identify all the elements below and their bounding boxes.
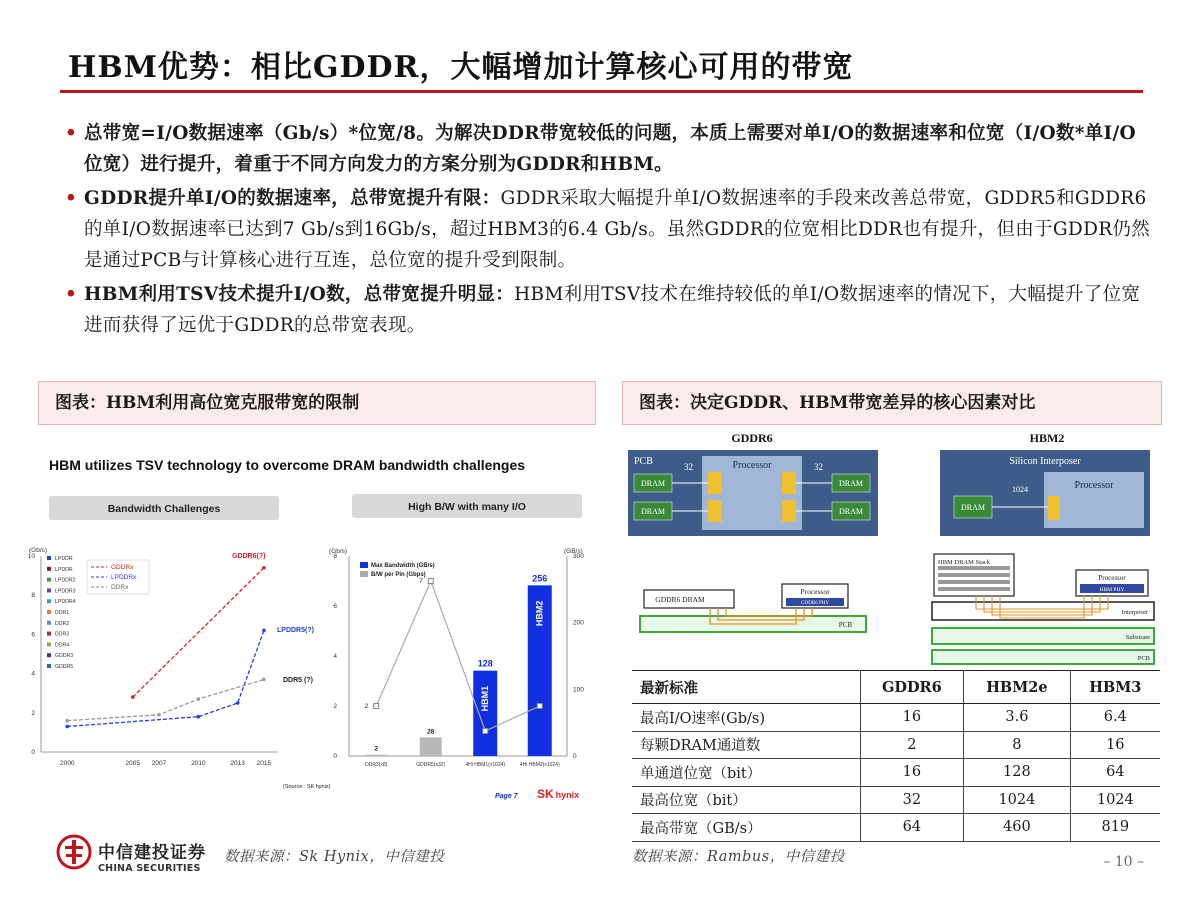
dram-label: DRAM bbox=[640, 479, 666, 488]
gddr6-dram-label: GDDR6 DRAM bbox=[655, 595, 705, 604]
bar-y-tick-right: 200 bbox=[573, 619, 584, 627]
line-y-tick: 10 bbox=[27, 553, 35, 560]
processor-label: Processor bbox=[732, 460, 772, 471]
hbm2-phy bbox=[1048, 496, 1060, 520]
bw-per-pin-point bbox=[537, 704, 542, 709]
table-header-cell: GDDR6 bbox=[860, 671, 964, 704]
series-line-gddrx bbox=[133, 568, 264, 697]
series-point bbox=[262, 629, 266, 633]
bullet-dot-icon: • bbox=[65, 123, 78, 144]
bullet-item bbox=[64, 183, 1154, 276]
table-cell: 128 bbox=[964, 759, 1070, 787]
logo-cn: 中信建投证券 bbox=[98, 843, 206, 863]
table-cell: 1024 bbox=[1070, 786, 1160, 814]
bw-per-pin-point bbox=[428, 579, 433, 584]
gddr6-proc-label: Processor bbox=[800, 587, 830, 596]
bullet-item bbox=[64, 118, 1154, 180]
legend-marker-icon bbox=[47, 556, 51, 560]
line-x-tick: 2010 bbox=[191, 760, 206, 767]
bus-width-right: 32 bbox=[814, 462, 823, 472]
hbm2-dram-label: DRAM bbox=[960, 503, 986, 512]
legend-item-label: DDR1 bbox=[55, 610, 70, 616]
hynix-brand: hynix bbox=[555, 790, 580, 800]
table-row bbox=[632, 759, 1160, 787]
table-cell: 最高位宽（bit） bbox=[632, 786, 860, 814]
hbm-bandwidth-slide bbox=[27, 432, 597, 802]
bar-value-label: 256 bbox=[532, 573, 548, 584]
legend-lpddrx-label: LPDDRx bbox=[111, 574, 137, 581]
table-cell: 6.4 bbox=[1070, 704, 1160, 732]
bullet-list bbox=[64, 118, 1154, 344]
right-source: 数据来源：Rambus，中信建投 bbox=[632, 849, 845, 865]
bw-per-pin-point bbox=[483, 729, 488, 734]
table-cell: 16 bbox=[860, 704, 964, 732]
hbm2-processor-label: Processor bbox=[1074, 480, 1114, 491]
table-cell: 460 bbox=[964, 814, 1070, 842]
table-header-row bbox=[632, 671, 1160, 704]
legend-marker-icon bbox=[47, 599, 51, 603]
title-divider bbox=[60, 90, 1143, 93]
table-cell: 16 bbox=[1070, 731, 1160, 759]
legend-ddrx-label: DDRx bbox=[111, 584, 129, 591]
hbm-pcb-label: PCB bbox=[1137, 655, 1150, 662]
bullet-bold: 总带宽=I/O数据速率（Gb/s）*位宽/8。为解决DDR带宽较低的问题，本质上需要对单I/O的数据速率和位宽（I/O数*单I/O位宽）进行提升，着重于不同方向发力的方案分别为GDDR和HBM。 bbox=[84, 123, 1136, 175]
annot-ddr5: DDR5 (?) bbox=[283, 677, 313, 684]
legend-marker-icon bbox=[47, 621, 51, 625]
slide-page-label: Page 7 bbox=[495, 793, 518, 800]
table-row bbox=[632, 786, 1160, 814]
bar-inner-label: HBM2 bbox=[534, 600, 545, 627]
slide-source-note: (Source : SK hynix) bbox=[283, 784, 331, 790]
table-cell: 2 bbox=[860, 731, 964, 759]
bw-per-pin-label: 2 bbox=[364, 703, 369, 710]
bar-y-unit-right: (GB/s) bbox=[564, 548, 583, 555]
legend-item-label: DDR2 bbox=[55, 620, 70, 627]
bullet-dot-icon: • bbox=[65, 284, 78, 305]
hbm-proc-label: Processor bbox=[1098, 574, 1126, 582]
bar-value-label: 28 bbox=[427, 728, 435, 736]
line-x-tick: 2000 bbox=[59, 760, 75, 767]
series-point bbox=[262, 678, 266, 682]
legend-item-label: LPDDR bbox=[55, 556, 73, 562]
gddr6-title: GDDR6 bbox=[731, 431, 773, 445]
gddr6-phy-label: GDDR6 PHY bbox=[801, 601, 829, 606]
legend-marker-icon bbox=[47, 588, 51, 592]
bar-4hihbm1x1024 bbox=[473, 671, 497, 756]
company-logo bbox=[98, 838, 206, 874]
bullet-dot-icon: • bbox=[65, 188, 78, 209]
legend-item-label: LPDDR4 bbox=[55, 599, 76, 606]
legend-marker-icon bbox=[47, 578, 51, 582]
table-cell: 最高带宽（GB/s） bbox=[632, 814, 860, 842]
line-y-unit: (Gb/s) bbox=[29, 547, 48, 554]
table-cell: 64 bbox=[860, 814, 964, 842]
bar-inner-label: HBM1 bbox=[480, 685, 491, 712]
page-title: HBM优势：相比GDDR，大幅增加计算核心可用的带宽 bbox=[68, 50, 854, 85]
sub-left-label: Bandwidth Challenges bbox=[107, 503, 221, 515]
legend-item-label: GDDR5 bbox=[55, 664, 74, 670]
bar-category-label: 4Hi HBM1(x1024) bbox=[465, 762, 506, 768]
series-point bbox=[65, 725, 69, 729]
bar-y-tick-right: 0 bbox=[573, 753, 577, 760]
table-header-cell: 最新标准 bbox=[632, 671, 860, 704]
table-row bbox=[632, 731, 1160, 759]
bus-width-left: 32 bbox=[684, 462, 693, 472]
table-cell: 最高I/O速率(Gb/s) bbox=[632, 704, 860, 732]
table-header-cell: HBM3 bbox=[1070, 671, 1160, 704]
legend-item-label: DDR4 bbox=[55, 642, 70, 649]
bullet-text: HBM利用TSV技术在维持较低的单I/O数据速率的情况下，大幅提升了位宽进而获得了远优于GDDR的总带宽表现。 bbox=[84, 284, 1141, 336]
legend-max-bw-label: Max Bandwidth (GB/s) bbox=[371, 563, 435, 569]
bar-category-label: DDR3(x8) bbox=[365, 762, 388, 768]
bus-width-1024: 1024 bbox=[1012, 485, 1028, 494]
left-source: 数据来源：Sk Hynix，中信建投 bbox=[224, 849, 445, 865]
line-x-tick: 2005 bbox=[125, 760, 141, 767]
bar-value-label: 128 bbox=[477, 658, 493, 669]
hbm-substrate-layer bbox=[932, 628, 1154, 644]
slide-title: HBM utilizes TSV technology to overcome DRAM bandwidth challenges bbox=[49, 457, 526, 473]
table-row bbox=[632, 814, 1160, 842]
bullet-item bbox=[64, 279, 1154, 341]
table-header-cell: HBM2e bbox=[964, 671, 1070, 704]
bar-y-tick-left: 0 bbox=[333, 753, 337, 760]
gddr-hbm-diagram bbox=[620, 430, 1165, 670]
bar-y-tick-right: 300 bbox=[573, 553, 584, 560]
bullet-text: GDDR采取大幅提升单I/O数据速率的手段来改善总带宽，GDDR5和GDDR6的单I/O数据速率已达到7 Gb/s到16Gb/s，超过HBM3的6.4 Gb/s。虽然GDDR的位宽相比DDR也有提升，但由于GDDR仍然是通过PCB与计算核心进行互连，总位宽的提升受到限制。 bbox=[84, 188, 1151, 271]
bar-category-label: GDDR5(x32) bbox=[416, 762, 446, 768]
silicon-interposer-label: Silicon Interposer bbox=[1009, 456, 1081, 467]
china-securities-logo-icon bbox=[56, 834, 92, 870]
line-y-tick: 6 bbox=[31, 631, 35, 639]
series-point bbox=[197, 697, 201, 701]
right-panel-header: 图表：决定GDDR、HBM带宽差异的核心因素对比 bbox=[622, 381, 1162, 425]
legend-marker-icon bbox=[47, 664, 51, 668]
table-cell: 32 bbox=[860, 786, 964, 814]
line-y-tick: 2 bbox=[31, 709, 35, 717]
table-cell: 64 bbox=[1070, 759, 1160, 787]
hbm-phy-label: HBM PHY bbox=[1099, 587, 1125, 593]
series-point bbox=[236, 701, 240, 705]
legend-item-label: LPDDR2 bbox=[55, 577, 76, 584]
left-panel-header: 图表：HBM利用高位宽克服带宽的限制 bbox=[38, 381, 596, 425]
bar-category-label: 4Hi HBM2(x1024) bbox=[519, 762, 560, 768]
legend-bw-pin-swatch bbox=[360, 571, 368, 577]
logo-en: CHINA SECURITIES bbox=[98, 863, 201, 874]
annot-lpddr5: LPDDR5(?) bbox=[277, 627, 314, 634]
bar-y-tick-left: 8 bbox=[333, 553, 337, 560]
table-cell: 3.6 bbox=[964, 704, 1070, 732]
bw-per-pin-label: 7 bbox=[419, 578, 423, 585]
interposer-label: Interposer bbox=[1121, 609, 1148, 616]
bar-y-tick-left: 4 bbox=[333, 653, 337, 660]
table-cell: 819 bbox=[1070, 814, 1160, 842]
legend-gddrx-label: GDDRx bbox=[111, 564, 134, 571]
bar-value-label: 2 bbox=[374, 745, 379, 753]
legend-marker-icon bbox=[47, 610, 51, 614]
series-point bbox=[262, 566, 266, 570]
pcb-label: PCB bbox=[634, 456, 653, 467]
legend-item-label: LPDDR bbox=[55, 566, 73, 573]
table-cell: 每颗DRAM通道数 bbox=[632, 731, 860, 759]
table-row bbox=[632, 704, 1160, 732]
substrate-label: Substrate bbox=[1125, 634, 1150, 641]
bar-gddr5x32 bbox=[420, 737, 442, 756]
dram-label: DRAM bbox=[838, 507, 864, 516]
comparison-table bbox=[632, 670, 1160, 842]
table-cell: 单通道位宽（bit） bbox=[632, 759, 860, 787]
bullet-bold: HBM利用TSV技术提升I/O数，总带宽提升明显： bbox=[84, 284, 515, 305]
line-x-tick: 2013 bbox=[230, 760, 245, 767]
series-point bbox=[197, 715, 201, 719]
page-number: – 10 – bbox=[1103, 854, 1144, 870]
series-point bbox=[65, 719, 69, 723]
dram-label: DRAM bbox=[838, 479, 864, 488]
line-x-tick: 2007 bbox=[151, 760, 167, 767]
sk-brand: SK bbox=[537, 787, 554, 801]
hbm2-title: HBM2 bbox=[1029, 431, 1065, 445]
legend-bw-pin-label: B/W per Pin (Gbps) bbox=[371, 572, 426, 578]
table-cell: 1024 bbox=[964, 786, 1070, 814]
legend-marker-icon bbox=[47, 653, 51, 657]
series-line-ddrx bbox=[67, 680, 264, 721]
legend-marker-icon bbox=[47, 642, 51, 646]
hbm-stack-label: HBM DRAM Stack bbox=[938, 559, 991, 566]
bar-ddr3x8 bbox=[365, 755, 387, 756]
hbm-pcb-layer bbox=[932, 650, 1154, 664]
legend-item-label: LPDDR3 bbox=[55, 588, 76, 595]
bullet-bold: GDDR提升单I/O的数据速率，总带宽提升有限： bbox=[84, 188, 501, 209]
bw-per-pin-point bbox=[374, 704, 379, 709]
sub-right-label: High B/W with many I/O bbox=[408, 501, 526, 513]
line-y-tick: 0 bbox=[31, 749, 35, 756]
legend-max-bw-swatch bbox=[360, 562, 368, 568]
sk-hynix-logo bbox=[537, 787, 579, 801]
legend-marker-icon bbox=[47, 632, 51, 636]
bar-y-unit-left: (Gb/s) bbox=[329, 548, 348, 555]
legend-marker-icon bbox=[47, 567, 51, 571]
series-point bbox=[131, 695, 135, 699]
series-point bbox=[157, 713, 161, 717]
bw-per-pin-line bbox=[376, 581, 540, 731]
bar-y-tick-left: 2 bbox=[333, 703, 337, 710]
bar-y-tick-left: 6 bbox=[333, 603, 337, 610]
table-cell: 8 bbox=[964, 731, 1070, 759]
line-chart-axes bbox=[41, 556, 277, 752]
dram-label: DRAM bbox=[640, 507, 666, 516]
line-y-tick: 8 bbox=[31, 592, 35, 600]
legend-item-label: DDR3 bbox=[55, 631, 70, 638]
line-x-tick: 2015 bbox=[256, 760, 272, 767]
annot-gddr6: GDDR6(?) bbox=[232, 553, 266, 560]
line-y-tick: 4 bbox=[31, 670, 35, 678]
bar-y-tick-right: 100 bbox=[573, 686, 584, 694]
legend-item-label: GDDR3 bbox=[55, 653, 74, 660]
table-cell: 16 bbox=[860, 759, 964, 787]
gddr6-pcb-label: PCB bbox=[838, 621, 852, 629]
